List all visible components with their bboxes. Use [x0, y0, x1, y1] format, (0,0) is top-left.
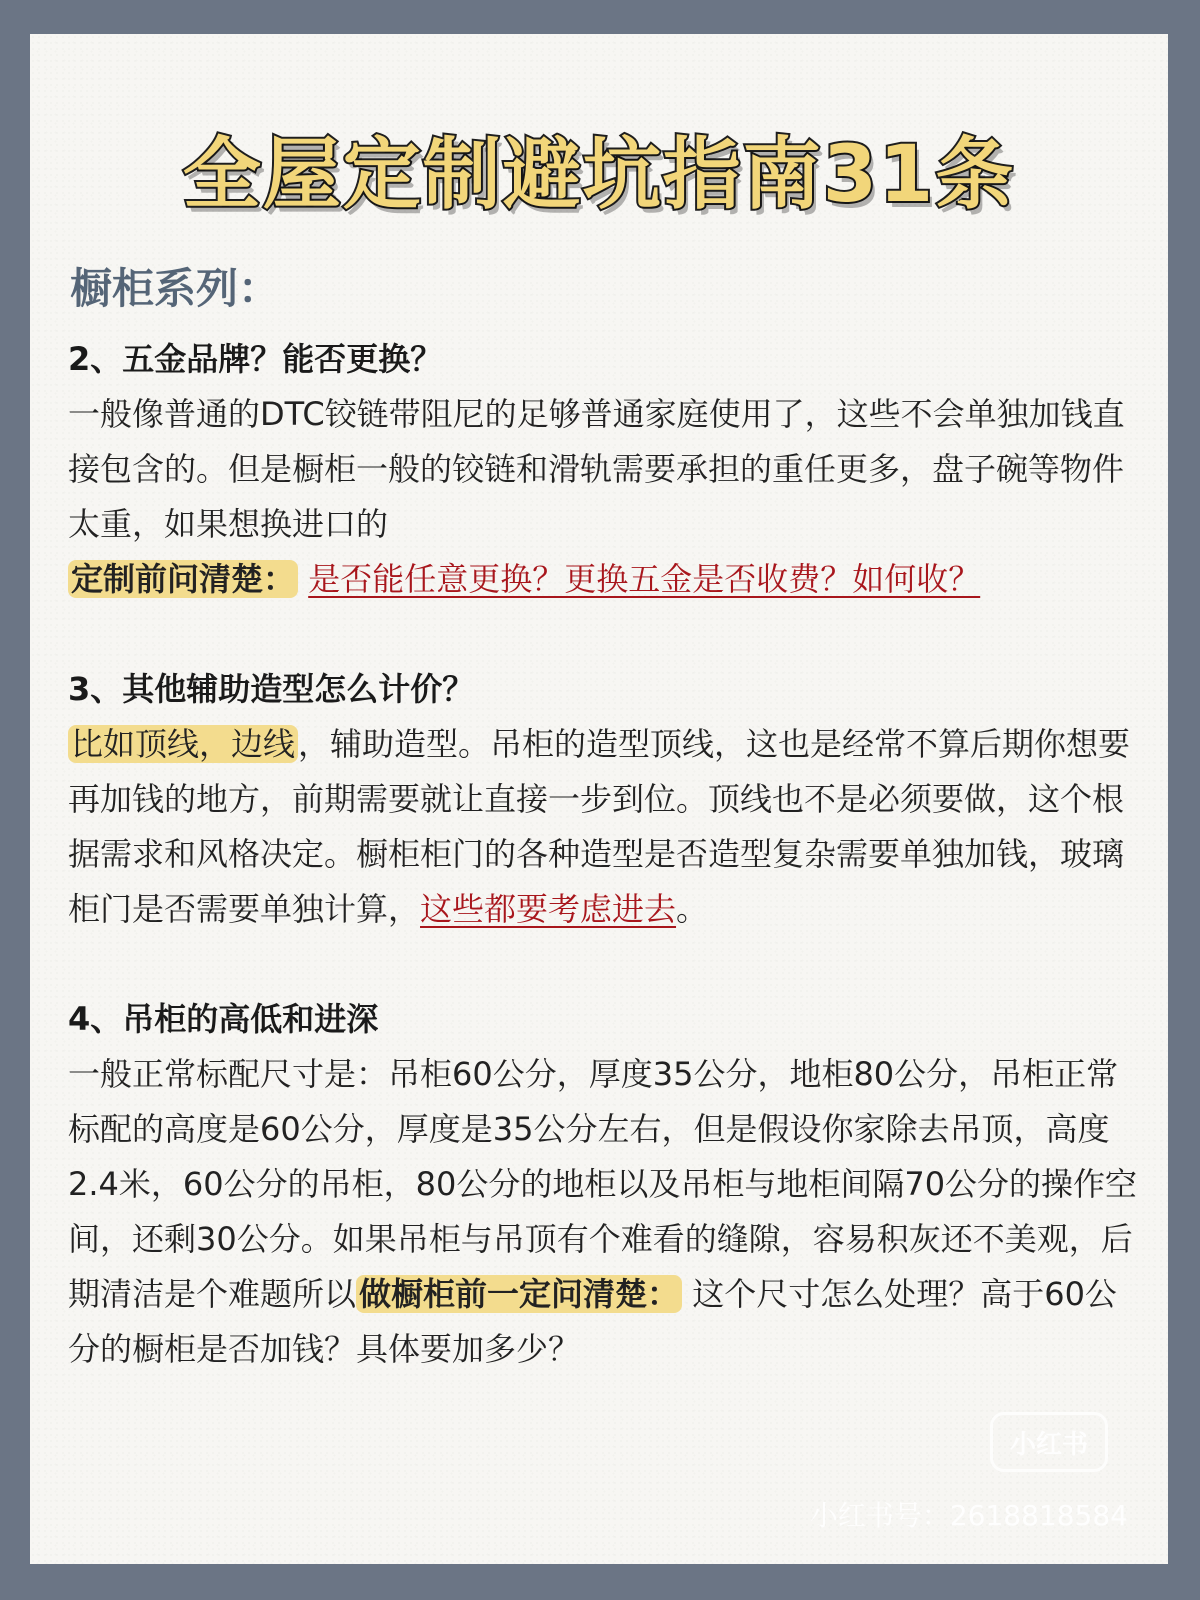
item-body-text: 一般正常标配尺寸是：吊柜60公分，厚度35公分，地柜80公分，吊柜正常标配的高度是60公分，厚度是35公分左右，但是假设你家除去吊顶，高度2.4米，60公分的吊柜，80公分的地柜以及吊柜与地柜间隔70公分的操作空间，还剩30公分。如果吊柜与吊顶有个难看的缝隙，容易积灰还不美观，后期清洁是个难题所以 — [68, 1055, 1138, 1313]
item-tail-text: 。 — [676, 890, 709, 928]
item-body-text: ，辅助造型。吊柜的造型顶线，这也是经常不算后期你想要再加钱的地方，前期需要就让直接一步到位。顶线也不是必须要做，这个根据需求和风格决定。橱柜柜门的各种造型是否造型复杂需要单独加钱，玻璃柜门是否需要单独计算， — [68, 725, 1131, 928]
item-heading: 4、吊柜的高低和进深 — [68, 1000, 379, 1038]
highlight-label: 定制前问清楚： — [68, 560, 298, 598]
emphasis-text: 是否能任意更换？更换五金是否收费？如何收？ — [308, 560, 981, 598]
page-title: 全屋定制避坑指南31条 — [182, 130, 1016, 220]
content-card — [30, 34, 1168, 1564]
spacer — [68, 607, 1148, 662]
article-body — [68, 332, 1148, 1377]
item-body-text: 一般像普通的DTC铰链带阻尼的足够普通家庭使用了，这些不会单独加钱直接包含的。但是橱柜一般的铰链和滑轨需要承担的重任更多，盘子碗等物件太重，如果想换进口的 — [68, 395, 1125, 543]
item-paragraph — [68, 552, 1148, 607]
highlight-label: 做橱柜前一定问清楚： — [356, 1275, 682, 1313]
watermark-logo: 小红书 — [990, 1412, 1108, 1472]
item-paragraph — [68, 1047, 1148, 1377]
item-heading: 3、其他辅助造型怎么计价？ — [68, 670, 475, 708]
item-paragraph — [68, 387, 1148, 552]
watermark-account: 小红书号：2618818584 — [809, 1499, 1128, 1532]
section-title: 橱柜系列： — [70, 264, 281, 313]
item-paragraph — [68, 717, 1148, 937]
highlight-label: 比如顶线，边线 — [68, 725, 298, 763]
emphasis-text: 这些都要考虑进去 — [420, 890, 677, 928]
item-tail-text: 这个尺寸怎么处理？高于60公分的橱柜是否加钱？具体要加多少？ — [68, 1275, 1117, 1368]
spacer — [68, 937, 1148, 992]
item-heading: 2、五金品牌？能否更换？ — [68, 340, 443, 378]
